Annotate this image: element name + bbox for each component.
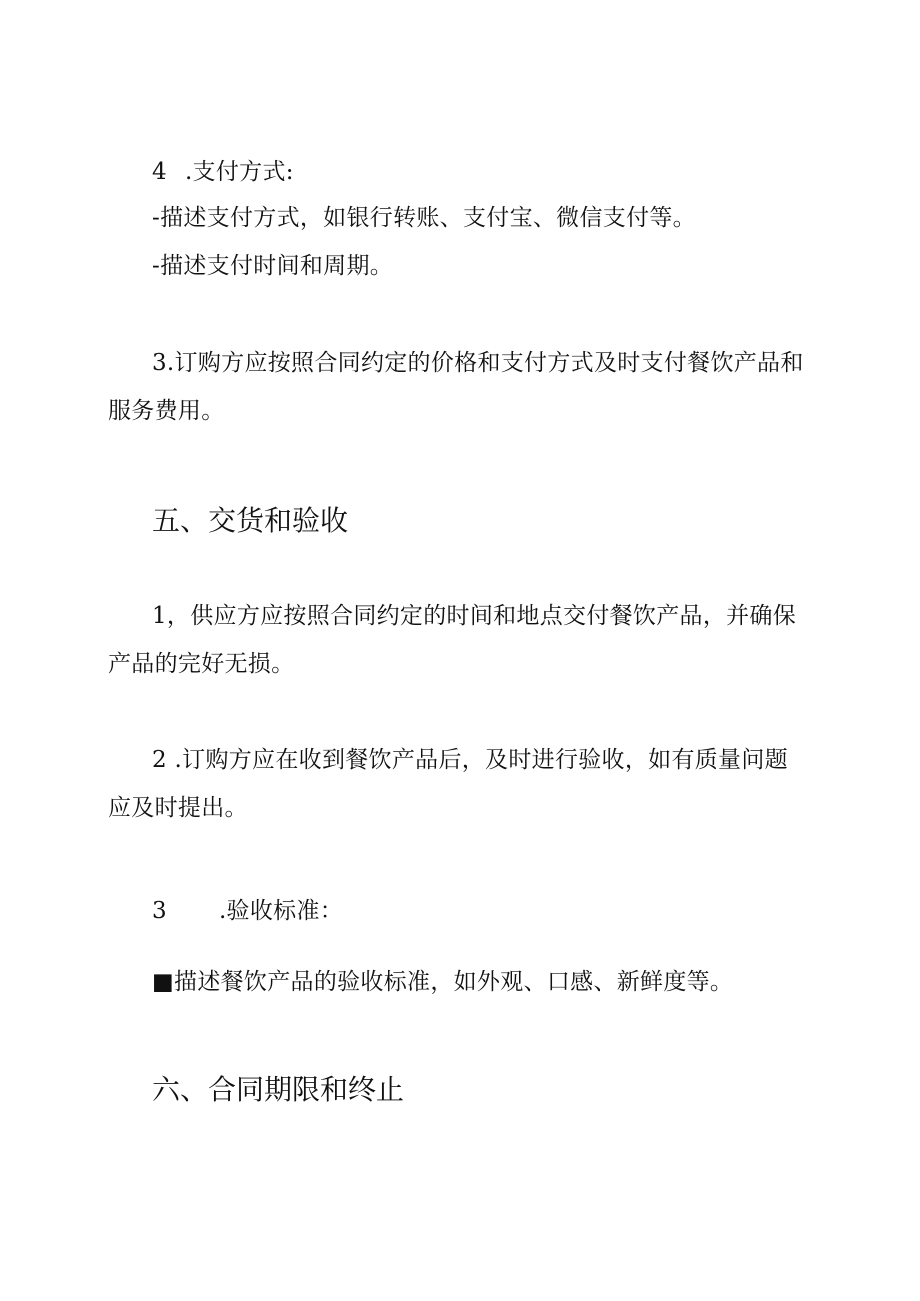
item-title: .验收标准：: [218, 898, 344, 924]
delivery-clause1-line2: 产品的完好无损。: [108, 651, 295, 677]
acceptance-standard-item: [152, 896, 343, 926]
delivery-clause2-line2: 应及时提出。: [108, 795, 248, 821]
payment-clause-line1: 3.订购方应按照合同约定的价格和支付方式及时支付餐饮产品和: [152, 350, 804, 376]
payment-clause-line2: 服务费用。: [108, 398, 225, 424]
item-number: 4: [152, 159, 167, 185]
delivery-clause1-line1: 1，供应方应按照合同约定的时间和地点交付餐饮产品，并确保: [152, 603, 797, 629]
delivery-clause2-line1: 2 .订购方应在收到餐饮产品后，及时进行验收，如有质量问题: [152, 747, 788, 773]
section-heading-term: 六、合同期限和终止: [152, 1073, 405, 1106]
section-heading-delivery: 五、交货和验收: [152, 504, 349, 537]
payment-method-item: [152, 157, 294, 187]
acceptance-standard-bullet: ■描述餐饮产品的验收标准，如外观、口感、新鲜度等。: [152, 969, 734, 995]
payment-time-bullet: -描述支付时间和周期。: [152, 253, 394, 279]
payment-method-bullet: -描述支付方式，如银行转账、支付宝、微信支付等。: [152, 205, 696, 231]
item-title: .支付方式:: [184, 159, 294, 185]
item-number: 3: [152, 898, 167, 924]
